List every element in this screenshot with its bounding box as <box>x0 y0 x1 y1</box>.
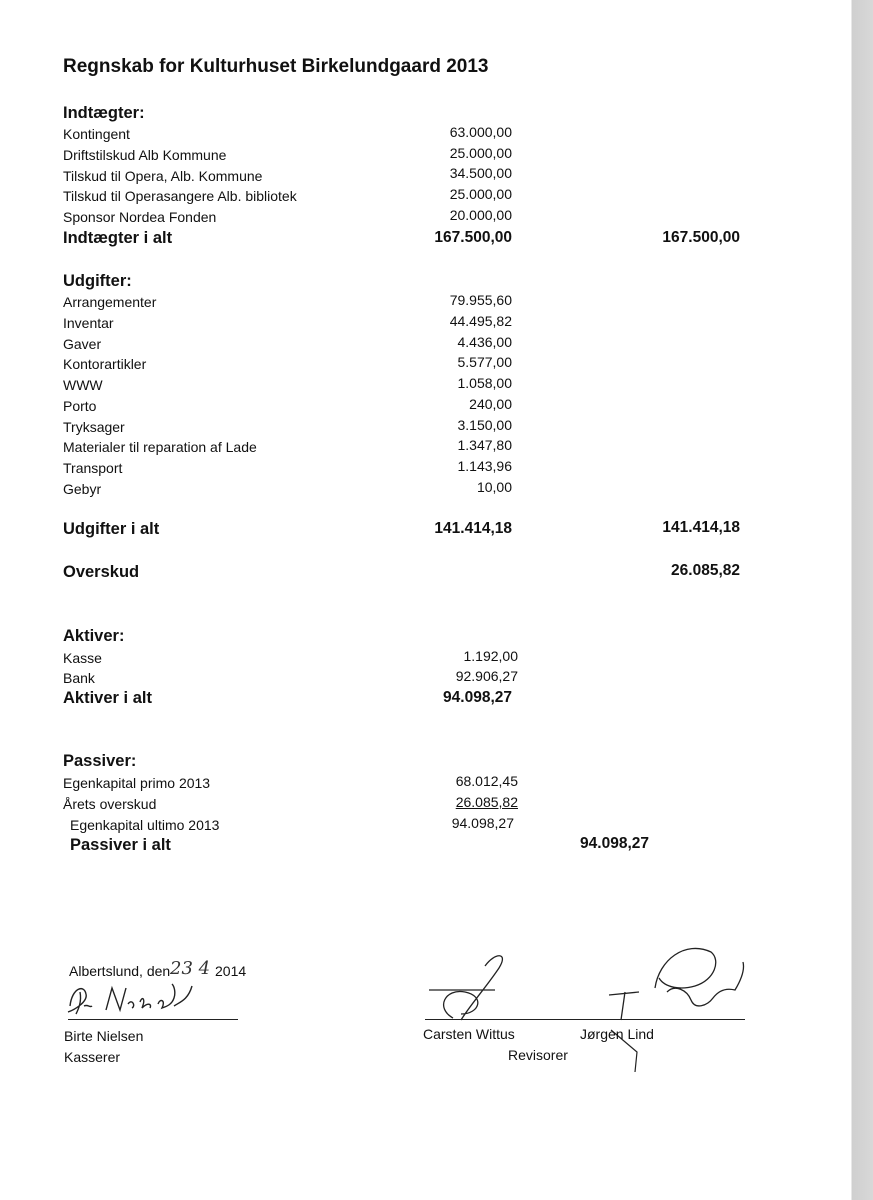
income-item-value: 63.000,00 <box>449 124 512 140</box>
asset-item-value: 1.192,00 <box>463 648 518 664</box>
liabilities-total-label: Passiver i alt <box>70 836 171 854</box>
auditor2-name: Jørgen Lind <box>580 1026 654 1042</box>
expenses-header: Udgifter: <box>63 272 132 290</box>
surplus-label: Overskud <box>63 563 140 581</box>
asset-item-label: Kasse <box>63 650 102 666</box>
liability-item-value: 94.098,27 <box>451 815 514 831</box>
expenses-total-label: Udgifter i alt <box>63 520 160 538</box>
expense-item-value: 1.058,00 <box>457 375 512 391</box>
handwritten-date: 23 4 <box>170 958 211 979</box>
auditors-role: Revisorer <box>508 1047 568 1063</box>
surplus-value: 26.085,82 <box>671 562 740 579</box>
place-date-prefix: Albertslund, den <box>69 963 171 979</box>
income-total-right: 167.500,00 <box>662 229 740 246</box>
expense-item-value: 44.495,82 <box>449 313 512 329</box>
cashier-signature-image <box>62 976 212 1020</box>
expense-item-label: Arrangementer <box>63 294 157 310</box>
income-item-value: 25.000,00 <box>449 186 512 202</box>
expense-item-value: 5.577,00 <box>457 354 512 370</box>
expense-item-label: Gaver <box>63 336 102 352</box>
cashier-name: Birte Nielsen <box>64 1028 144 1044</box>
expense-item-label: Kontorartikler <box>63 356 147 372</box>
expense-item-label: Tryksager <box>63 419 125 435</box>
income-item-label: Sponsor Nordea Fonden <box>63 209 217 225</box>
income-total-value: 167.500,00 <box>434 229 512 246</box>
income-item-label: Tilskud til Operasangere Alb. bibliotek <box>63 188 297 204</box>
asset-item-value: 92.906,27 <box>455 668 518 684</box>
expenses-total-right: 141.414,18 <box>662 519 740 536</box>
assets-header: Aktiver: <box>63 627 125 645</box>
signature-year: 2014 <box>215 963 247 979</box>
income-total-label: Indtægter i alt <box>63 229 173 247</box>
expense-item-label: Inventar <box>63 315 114 331</box>
expense-item-label: WWW <box>63 377 103 393</box>
expense-item-value: 4.436,00 <box>457 334 512 350</box>
income-item-value: 34.500,00 <box>449 165 512 181</box>
expense-item-value: 240,00 <box>469 396 512 412</box>
expense-item-label: Transport <box>63 460 123 476</box>
document-title: Regnskab for Kulturhuset Birkelundgaard 2013 <box>63 56 489 77</box>
expense-item-value: 1.143,96 <box>457 458 512 474</box>
liability-item-label: Egenkapital ultimo 2013 <box>70 817 220 833</box>
assets-total-value: 94.098,27 <box>443 689 512 706</box>
expense-item-label: Gebyr <box>63 481 102 497</box>
income-item-value: 20.000,00 <box>449 207 512 223</box>
liabilities-total-value: 94.098,27 <box>580 835 649 852</box>
expense-item-value: 3.150,00 <box>457 417 512 433</box>
auditor1-name: Carsten Wittus <box>423 1026 515 1042</box>
liability-item-label: Årets overskud <box>63 796 157 812</box>
income-item-value: 25.000,00 <box>449 145 512 161</box>
income-item-label: Tilskud til Opera, Alb. Kommune <box>63 168 263 184</box>
auditor2-signature-image <box>595 940 755 1080</box>
liability-item-label: Egenkapital primo 2013 <box>63 775 211 791</box>
expense-item-value: 79.955,60 <box>449 292 512 308</box>
liability-item-value: 26.085,82 <box>455 794 518 810</box>
expense-item-value: 10,00 <box>476 479 512 495</box>
cashier-signature-line <box>68 1019 238 1020</box>
scan-edge <box>843 0 873 1200</box>
assets-total-label: Aktiver i alt <box>63 689 152 707</box>
income-item-label: Kontingent <box>63 126 130 142</box>
asset-item-label: Bank <box>63 670 95 686</box>
expense-item-value: 1.347,80 <box>457 437 512 453</box>
income-item-label: Driftstilskud Alb Kommune <box>63 147 227 163</box>
expenses-total-value: 141.414,18 <box>434 520 512 537</box>
expense-item-label: Materialer til reparation af Lade <box>63 439 257 455</box>
auditors-signature-line <box>425 1019 745 1020</box>
cashier-role: Kasserer <box>64 1049 121 1065</box>
liability-item-value: 68.012,45 <box>455 773 518 789</box>
liabilities-header: Passiver: <box>63 752 137 770</box>
expense-item-label: Porto <box>63 398 97 414</box>
auditor1-signature-image <box>425 948 535 1030</box>
income-header: Indtægter: <box>63 104 145 122</box>
